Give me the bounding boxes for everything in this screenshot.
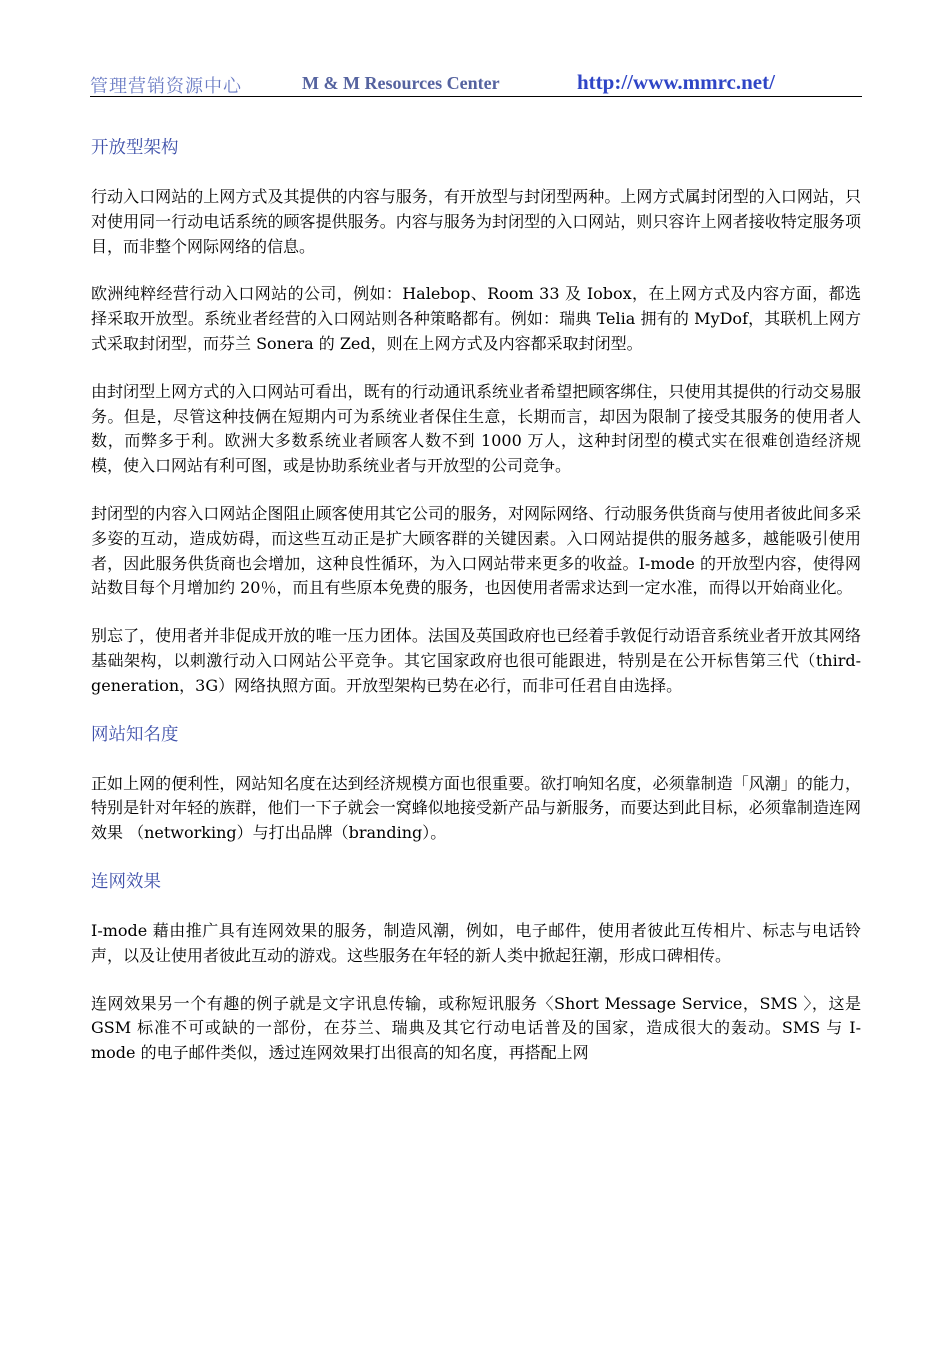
paragraph: 别忘了，使用者并非促成开放的唯一压力团体。法国及英国政府也已经着手敦促行动语音系统业者开放其网络基础架构，以刺激行动入口网站公平竞争。其它国家政府也很可能跟进，特别是在公开标售第三代（third-generation，3G）网络执照方面。开放型架构已势在必行，而非可任君自由选择。 bbox=[91, 626, 861, 695]
paragraph: 连网效果另一个有趣的例子就是文字讯息传输，或称短讯服务〈Short Message Service，SMS 〉，这是 GSM 标准不可或缺的一部份，在芬兰、瑞典及其它行动电话普及的国家，造成很大的轰动。SMS 与 I-mode 的电子邮件类似，透过连网效果打出很高的知名度，再搭配上网 bbox=[91, 993, 861, 1063]
section-heading: 网站知名度 bbox=[91, 724, 179, 745]
paragraph: 由封闭型上网方式的入口网站可看出，既有的行动通讯系统业者希望把顾客绑住，只使用其提供的行动交易服务。但是，尽管这种技俩在短期内可为系统业者保住生意，长期而言，却因为限制了接受其服务的使用者人数，而弊多于利。欧洲大多数系统业者顾客人数不到 1000 万人，这种封闭型的模式实在很难创造经济规模，使入口网站有利可图，或是协助系统业者与开放型的公司竞争。 bbox=[91, 381, 861, 476]
section-network-effect bbox=[91, 869, 861, 1066]
document-body bbox=[91, 135, 861, 1089]
page-header bbox=[90, 66, 862, 97]
paragraph: 欧洲纯粹经营行动入口网站的公司，例如：Halebop、Room 33 及 Iobox，在上网方式及内容方面，都选择采取开放型。系统业者经营的入口网站则各种策略都有。例如：瑞典 Telia 拥有的 MyDof，其联机上网方式采取封闭型，而芬兰 Sonera 的 Zed，则在上网方式及内容都采取封闭型。 bbox=[91, 284, 861, 353]
section-open-architecture bbox=[91, 135, 861, 699]
paragraph: I-mode 藉由推广具有连网效果的服务，制造风潮，例如，电子邮件，使用者彼此互传相片、标志与电话铃声，以及让使用者彼此互动的游戏。这些服务在年轻的新人类中掀起狂潮，形成口碑相传。 bbox=[91, 920, 861, 965]
section-site-awareness bbox=[91, 722, 861, 846]
section-heading: 开放型架构 bbox=[91, 138, 179, 158]
section-heading: 连网效果 bbox=[91, 871, 161, 892]
header-url-link[interactable]: http://www.mmrc.net/ bbox=[577, 70, 775, 94]
paragraph: 封闭型的内容入口网站企图阻止顾客使用其它公司的服务，对网际网络、行动服务供货商与使用者彼此间多采多姿的互动，造成妨碍，而这些互动正是扩大顾客群的关键因素。入口网站提供的服务越多，越能吸引使用者，因此服务供货商也会增加，这种良性循环，为入口网站带来更多的收益。I-mode 的开放型内容，使得网站数目每个月增加约 20％，而且有些原本免费的服务，也因使用者需求达到一定水准，而得以开始商业化。 bbox=[91, 503, 861, 598]
paragraph: 正如上网的便利性，网站知名度在达到经济规模方面也很重要。欲打响知名度，必须靠制造「风潮」的能力，特别是针对年轻的族群，他们一下子就会一窝蜂似地接受新产品与新服务，而要达到此目标，必须靠制造连网效果 （networking）与打出品牌（branding）。 bbox=[91, 773, 861, 843]
paragraph: 行动入口网站的上网方式及其提供的内容与服务，有开放型与封闭型两种。上网方式属封闭型的入口网站，只对使用同一行动电话系统的顾客提供服务。内容与服务为封闭型的入口网站，则只容许上网者接收特定服务项目，而非整个网际网络的信息。 bbox=[91, 187, 861, 256]
header-org-english: M & M Resources Center bbox=[302, 73, 500, 93]
header-org-chinese: 管理营销资源中心 bbox=[90, 76, 242, 97]
